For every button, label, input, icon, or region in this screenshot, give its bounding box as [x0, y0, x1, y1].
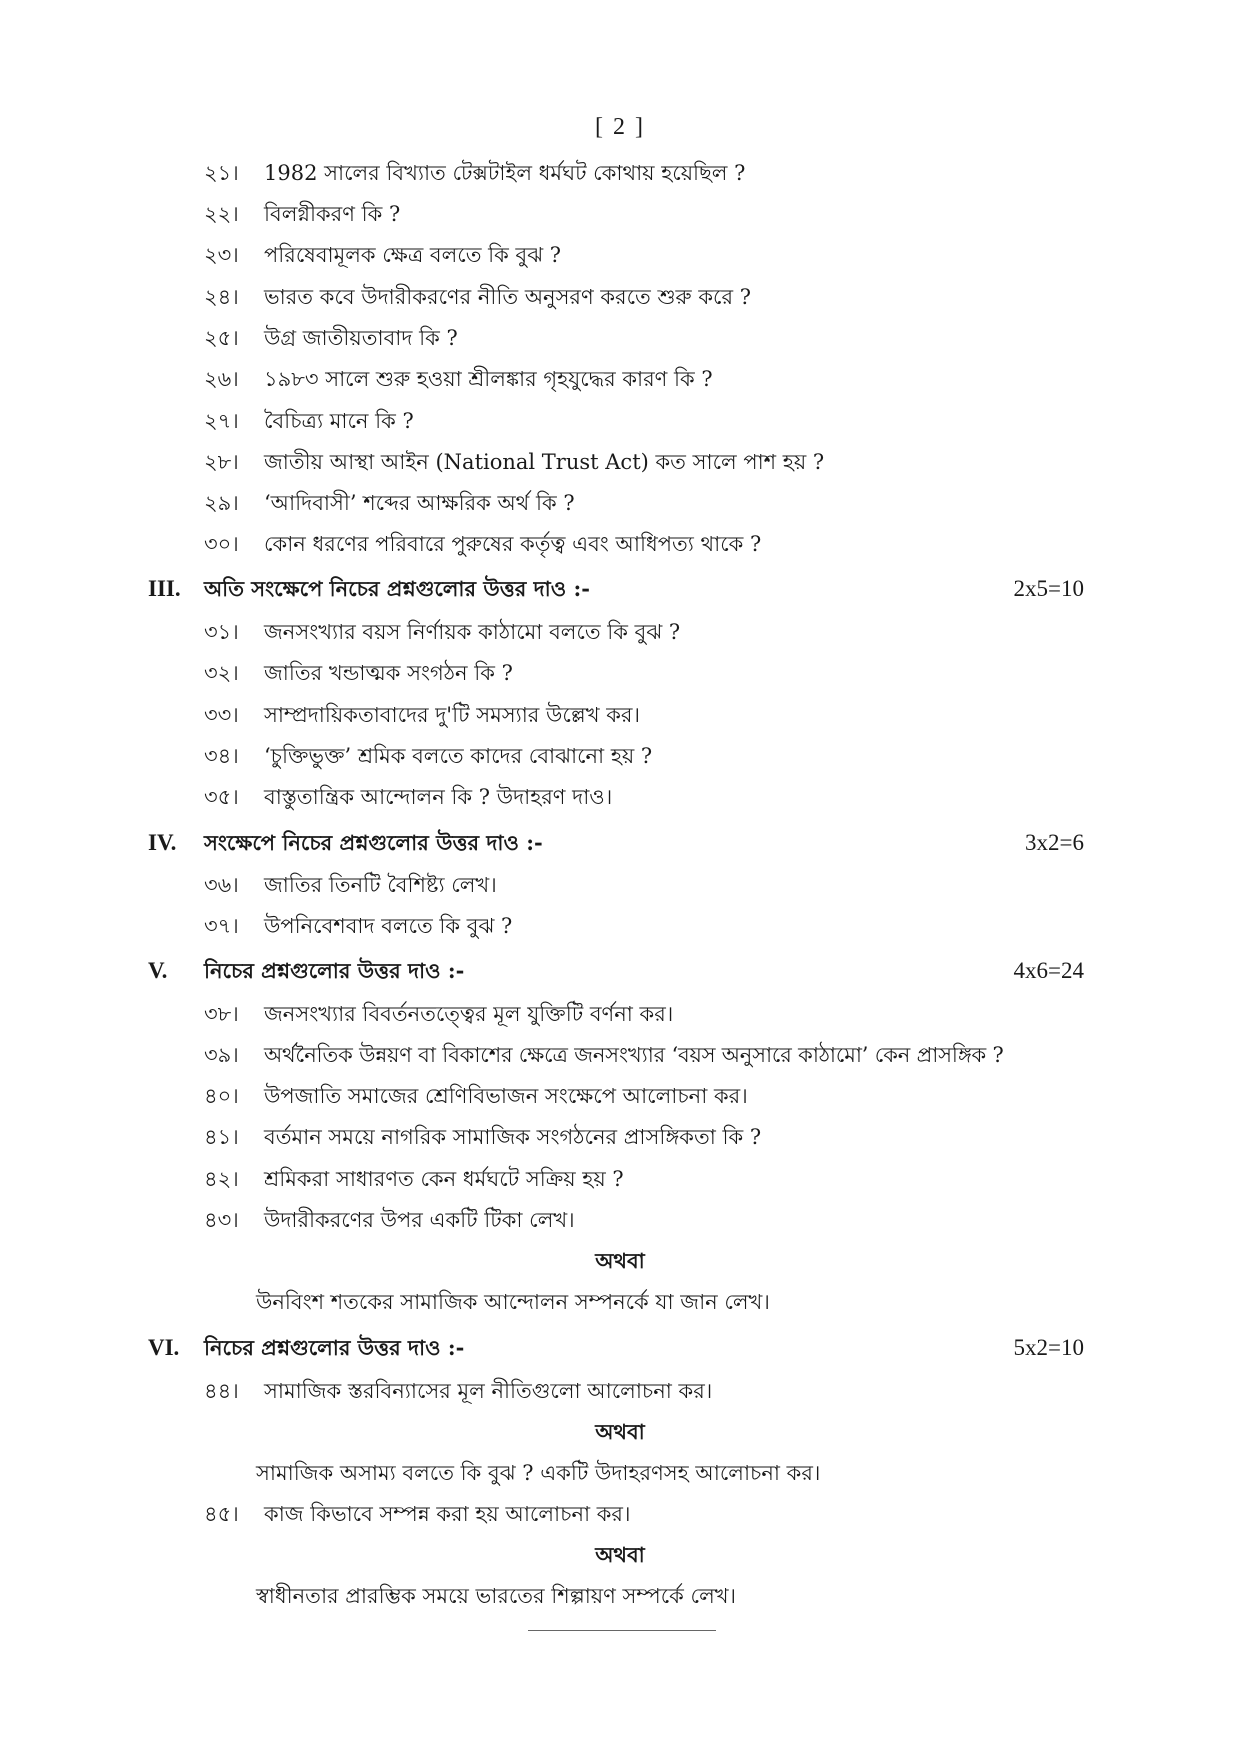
alternative-question — [0, 1458, 1240, 1488]
question-number: ৩৩। — [204, 703, 239, 727]
question-text: কোন ধরণের পরিবারে পুরুষের কর্তৃত্ব এবং আধিপত্য থাকে ? — [264, 532, 762, 556]
section-marks: 3x2=6 — [1025, 830, 1084, 855]
question-number: ৩৬। — [204, 873, 239, 897]
alternative-question — [0, 1581, 1240, 1611]
or-separator: অথবা — [595, 1542, 645, 1567]
question-number: ৪২। — [204, 1167, 239, 1191]
or-separator: অথবা — [595, 1419, 645, 1444]
question-text: অর্থনৈতিক উন্নয়ণ বা বিকাশের ক্ষেত্রে জনসংখ্যার ‘বয়স অনুসারে কাঠামো’ কেন প্রাসঙ্গিক ? — [264, 1043, 1004, 1067]
question-27 — [0, 406, 1240, 436]
section-vi-header — [0, 1333, 1240, 1363]
page-number: [ 2 ] — [595, 114, 645, 140]
question-text: পরিষেবামূলক ক্ষেত্র বলতে কি বুঝ ? — [264, 243, 562, 267]
question-number: ৪১। — [204, 1125, 239, 1149]
question-text: বাস্তুতান্ত্রিক আন্দোলন কি ? উদাহরণ দাও। — [264, 785, 613, 809]
question-26 — [0, 364, 1240, 394]
section-iv-header — [0, 828, 1240, 858]
section-marks: 2x5=10 — [1013, 576, 1084, 601]
question-text: জনসংখ্যার বিবর্তনতত্ত্বের মূল যুক্তিটি বর্ণনা কর। — [264, 1002, 674, 1026]
question-text: শ্রমিকরা সাধারণত কেন ধর্মঘটে সক্রিয় হয় ? — [264, 1167, 624, 1191]
question-text: উনবিংশ শতকের সামাজিক আন্দোলন সম্পনর্কে যা জান লেখ। — [256, 1290, 770, 1314]
question-text: সামাজিক স্তরবিন্যাসের মূল নীতিগুলো আলোচনা কর। — [264, 1379, 713, 1403]
question-text: উদারীকরণের উপর একটি টিকা লেখ। — [264, 1208, 575, 1232]
section-title: সংক্ষেপে নিচের প্রশ্নগুলোর উত্তর দাও :- — [204, 830, 543, 855]
question-32 — [0, 658, 1240, 688]
question-number: ২৭। — [204, 409, 239, 433]
question-text: সামাজিক অসাম্য বলতে কি বুঝ ? একটি উদাহরণসহ আলোচনা কর। — [256, 1461, 821, 1485]
section-marks: 5x2=10 — [1013, 1335, 1084, 1360]
question-45 — [0, 1499, 1240, 1529]
question-43 — [0, 1205, 1240, 1235]
question-number: ৪৫। — [204, 1502, 239, 1526]
question-text: জাতির তিনটি বৈশিষ্ট্য লেখ। — [264, 873, 497, 897]
question-number: ২৩। — [204, 243, 239, 267]
question-number: ২২। — [204, 202, 239, 226]
question-44 — [0, 1376, 1240, 1406]
question-23 — [0, 240, 1240, 270]
section-iii-header — [0, 574, 1240, 604]
question-34 — [0, 741, 1240, 771]
question-36 — [0, 870, 1240, 900]
section-numeral: III. — [148, 576, 181, 601]
question-text: জাতির খন্ডাত্মক সংগঠন কি ? — [264, 661, 513, 685]
question-text: বর্তমান সময়ে নাগরিক সামাজিক সংগঠনের প্রাসঙ্গিকতা কি ? — [264, 1125, 762, 1149]
question-number: ৪৩। — [204, 1208, 239, 1232]
question-39 — [0, 1040, 1240, 1070]
question-38 — [0, 999, 1240, 1029]
question-28 — [0, 447, 1240, 477]
question-text: উপজাতি সমাজের শ্রেণিবিভাজন সংক্ষেপে আলোচনা কর। — [264, 1084, 748, 1108]
question-number: ৩৮। — [204, 1002, 239, 1026]
question-number: ৩০। — [204, 532, 239, 556]
question-text: কাজ কিভাবে সম্পন্ন করা হয় আলোচনা কর। — [264, 1502, 631, 1526]
end-divider — [528, 1630, 716, 1631]
question-text: বিলগ্নীকরণ কি ? — [264, 202, 401, 226]
question-text: ‘আদিবাসী’ শব্দের আক্ষরিক অর্থ কি ? — [264, 491, 575, 515]
question-number: ৩১। — [204, 620, 239, 644]
section-title: নিচের প্রশ্নগুলোর উত্তর দাও :- — [204, 958, 465, 983]
question-30 — [0, 529, 1240, 559]
question-text: জাতীয় আস্থা আইন (National Trust Act) কত সালে পাশ হয় ? — [264, 450, 825, 474]
question-number: ৩৭। — [204, 914, 239, 938]
section-numeral: V. — [148, 958, 168, 983]
question-number: ২৪। — [204, 285, 239, 309]
question-number: ৩৫। — [204, 785, 239, 809]
question-24 — [0, 282, 1240, 312]
question-text: জনসংখ্যার বয়স নির্ণায়ক কাঠামো বলতে কি বুঝ ? — [264, 620, 681, 644]
section-v-header — [0, 956, 1240, 986]
or-separator: অথবা — [595, 1248, 645, 1273]
question-22 — [0, 199, 1240, 229]
question-31 — [0, 617, 1240, 647]
question-29 — [0, 488, 1240, 518]
question-text: উপনিবেশবাদ বলতে কি বুঝ ? — [264, 914, 513, 938]
question-25 — [0, 323, 1240, 353]
question-number: ২৬। — [204, 367, 239, 391]
question-21 — [0, 158, 1240, 188]
question-number: ২৯। — [204, 491, 239, 515]
question-40 — [0, 1081, 1240, 1111]
question-number: ৩৯। — [204, 1043, 239, 1067]
question-text: উগ্র জাতীয়তাবাদ কি ? — [264, 326, 458, 350]
section-title: অতি সংক্ষেপে নিচের প্রশ্নগুলোর উত্তর দাও :- — [204, 576, 590, 601]
question-37 — [0, 911, 1240, 941]
question-number: ৪৪। — [204, 1379, 239, 1403]
question-41 — [0, 1122, 1240, 1152]
question-text: বৈচিত্র্য মানে কি ? — [264, 409, 414, 433]
question-35 — [0, 782, 1240, 812]
section-title: নিচের প্রশ্নগুলোর উত্তর দাও :- — [204, 1335, 465, 1360]
question-number: ৪০। — [204, 1084, 239, 1108]
question-number: ৩২। — [204, 661, 239, 685]
question-42 — [0, 1164, 1240, 1194]
alternative-question — [0, 1287, 1240, 1317]
question-number: ২৫। — [204, 326, 239, 350]
question-text: ১৯৮৩ সালে শুরু হওয়া শ্রীলঙ্কার গৃহযুদ্ধের কারণ কি ? — [264, 367, 713, 391]
section-marks: 4x6=24 — [1013, 958, 1084, 983]
question-number: ২১। — [204, 161, 239, 185]
question-number: ৩৪। — [204, 744, 239, 768]
section-numeral: IV. — [148, 830, 177, 855]
question-text: স্বাধীনতার প্রারম্ভিক সময়ে ভারতের শিল্পায়ণ সম্পর্কে লেখ। — [256, 1584, 737, 1608]
question-33 — [0, 700, 1240, 730]
question-number: ২৮। — [204, 450, 239, 474]
section-numeral: VI. — [148, 1335, 180, 1360]
question-text: ভারত কবে উদারীকরণের নীতি অনুসরণ করতে শুরু করে ? — [264, 285, 751, 309]
question-text: ‘চুক্তিভুক্ত’ শ্রমিক বলতে কাদের বোঝানো হয় ? — [264, 744, 653, 768]
question-text: সাম্প্রদায়িকতাবাদের দু'টি সমস্যার উল্লেখ কর। — [264, 703, 640, 727]
question-text: 1982 সালের বিখ্যাত টেক্সটাইল ধর্মঘট কোথায় হয়েছিল ? — [264, 161, 746, 185]
